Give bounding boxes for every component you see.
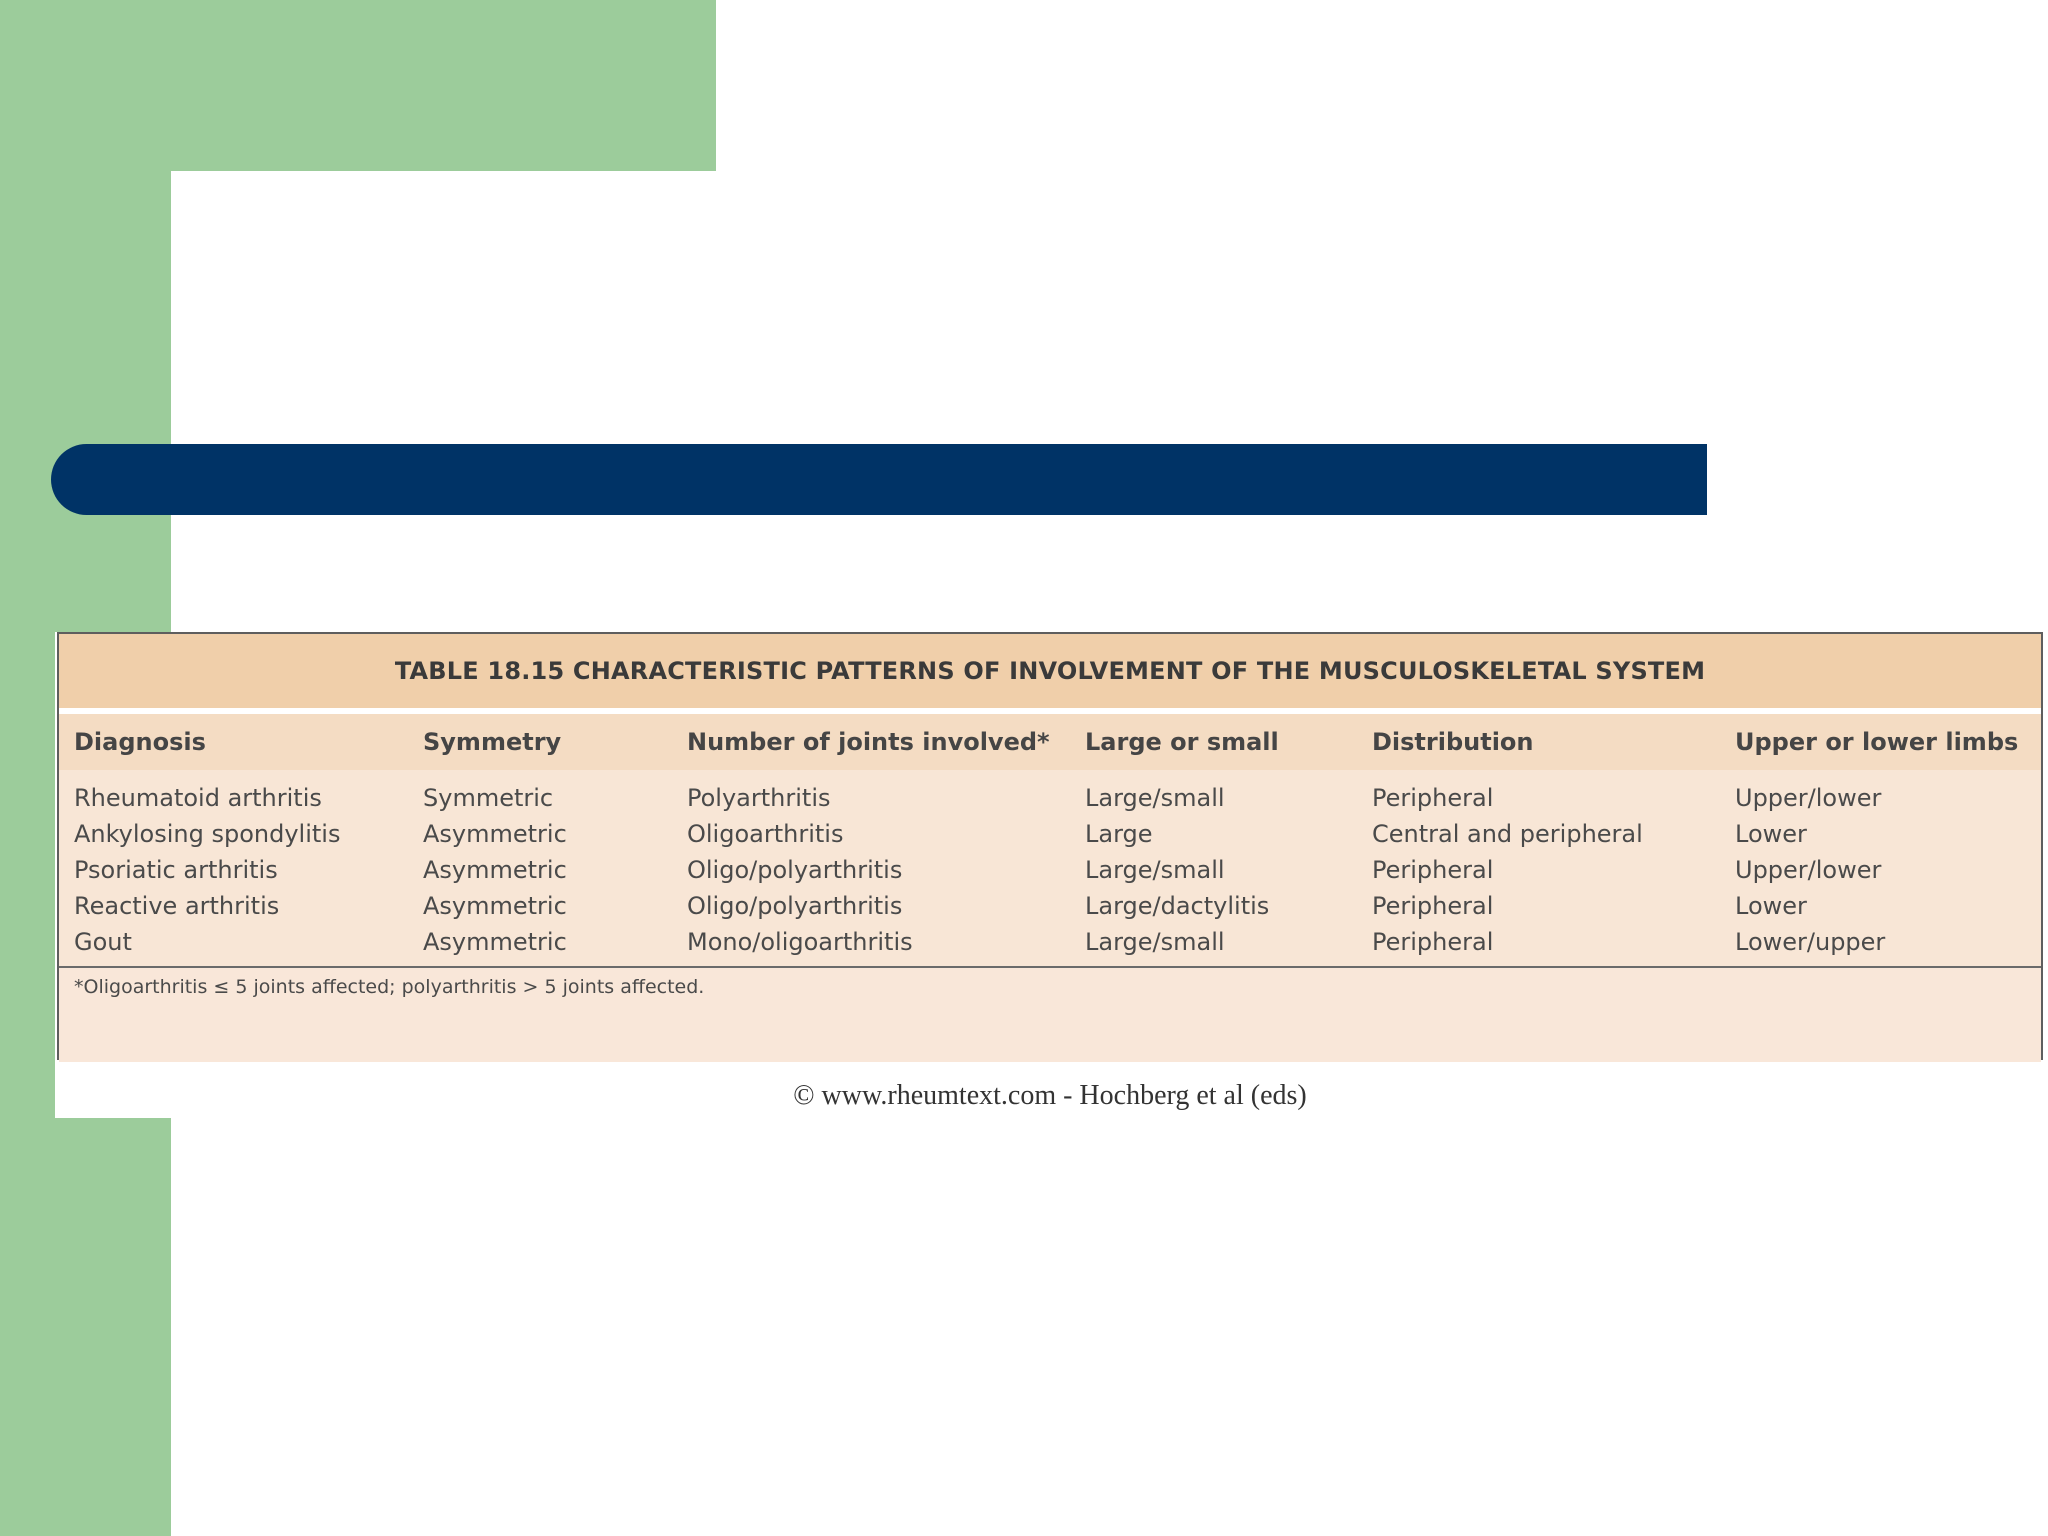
cell-limbs: Upper/lower (1735, 856, 1882, 884)
cell-size: Large/small (1085, 856, 1225, 884)
cell-distribution: Peripheral (1372, 928, 1494, 956)
cell-symmetry: Asymmetric (423, 820, 567, 848)
cell-diagnosis: Psoriatic arthritis (74, 856, 278, 884)
cell-symmetry: Asymmetric (423, 928, 567, 956)
cell-joints: Oligoarthritis (687, 820, 844, 848)
cell-symmetry: Symmetric (423, 784, 554, 812)
source-citation: © www.rheumtext.com - Hochberg et al (eds) (793, 1080, 1307, 1111)
table-title: TABLE 18.15 CHARACTERISTIC PATTERNS OF INVOLVEMENT OF THE MUSCULOSKELETAL SYSTEM (59, 634, 2041, 708)
table-header-row (59, 714, 2041, 770)
table-row (59, 852, 2041, 888)
data-table (57, 632, 2043, 1060)
cell-limbs: Upper/lower (1735, 784, 1882, 812)
cell-size: Large (1085, 820, 1153, 848)
cell-distribution: Peripheral (1372, 784, 1494, 812)
cell-diagnosis: Gout (74, 928, 132, 956)
header-limbs: Upper or lower limbs (1735, 728, 2019, 756)
cell-size: Large/small (1085, 928, 1225, 956)
top-green-block (0, 0, 716, 171)
table-row (59, 888, 2041, 924)
table-row (59, 816, 2041, 852)
header-size: Large or small (1085, 728, 1279, 756)
cell-distribution: Peripheral (1372, 892, 1494, 920)
cell-joints: Mono/oligoarthritis (687, 928, 913, 956)
cell-limbs: Lower/upper (1735, 928, 1886, 956)
cell-distribution: Central and peripheral (1372, 820, 1643, 848)
cell-symmetry: Asymmetric (423, 892, 567, 920)
cell-joints: Polyarthritis (687, 784, 831, 812)
header-symmetry: Symmetry (423, 728, 562, 756)
table-row (59, 780, 2041, 816)
cell-distribution: Peripheral (1372, 856, 1494, 884)
cell-limbs: Lower (1735, 820, 1807, 848)
title-bar (51, 444, 1707, 515)
header-joints: Number of joints involved* (687, 728, 1050, 756)
cell-symmetry: Asymmetric (423, 856, 567, 884)
table-body (59, 770, 2041, 968)
cell-size: Large/dactylitis (1085, 892, 1270, 920)
cell-diagnosis: Reactive arthritis (74, 892, 280, 920)
cell-diagnosis: Ankylosing spondylitis (74, 820, 341, 848)
table-footnote: *Oligoarthritis ≤ 5 joints affected; polyarthritis > 5 joints affected. (59, 968, 2041, 1062)
cell-joints: Oligo/polyarthritis (687, 892, 903, 920)
cell-diagnosis: Rheumatoid arthritis (74, 784, 322, 812)
header-diagnosis: Diagnosis (74, 728, 206, 756)
table-row (59, 924, 2041, 960)
cell-size: Large/small (1085, 784, 1225, 812)
cell-joints: Oligo/polyarthritis (687, 856, 903, 884)
cell-limbs: Lower (1735, 892, 1807, 920)
header-distribution: Distribution (1372, 728, 1534, 756)
